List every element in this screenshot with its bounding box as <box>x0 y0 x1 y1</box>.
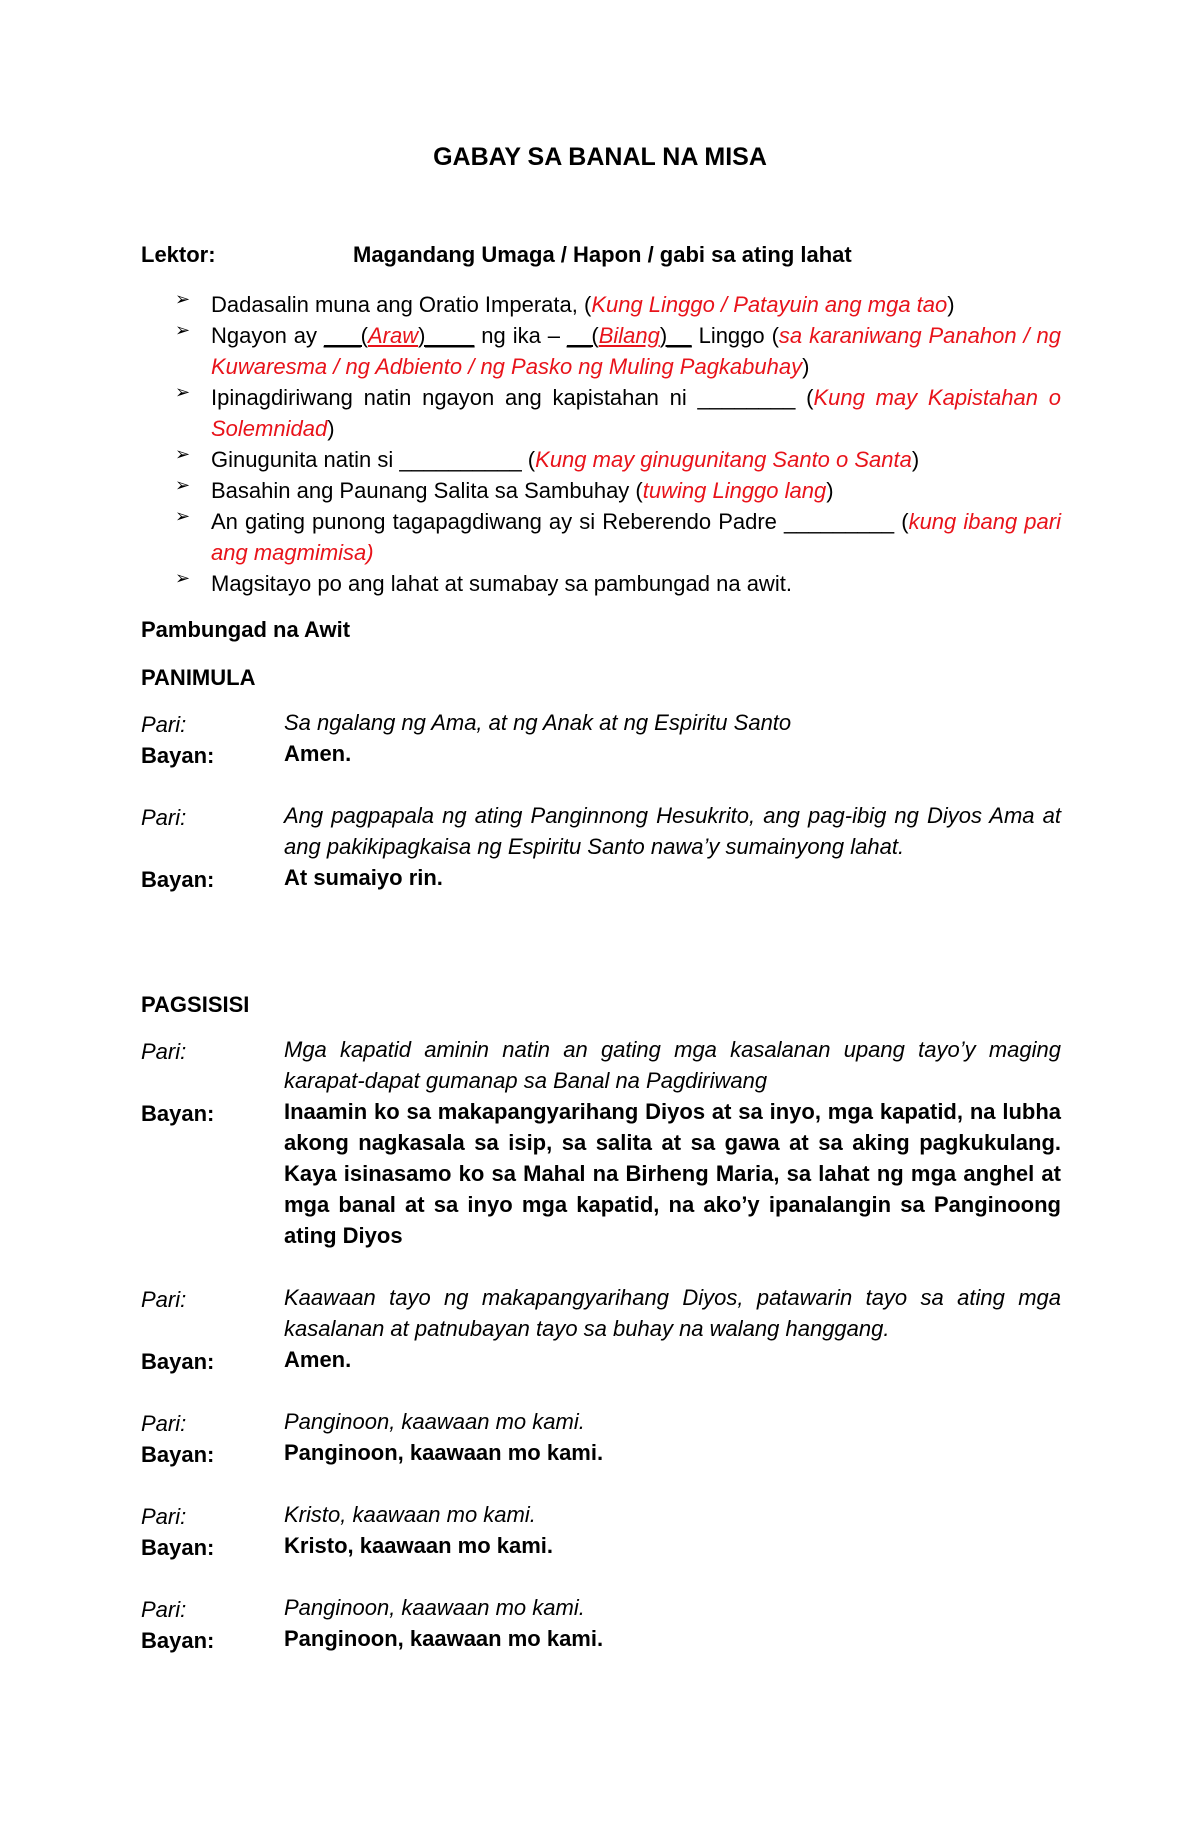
arrow-bullet-icon: ➢ <box>175 568 191 588</box>
bayan-line: Kristo, kaawaan mo kami. <box>284 1533 553 1558</box>
speaker-pari: Pari: <box>141 805 187 830</box>
heading-pambungad: Pambungad na Awit <box>141 617 351 642</box>
arrow-bullet-icon: ➢ <box>175 506 191 526</box>
bullet-text: Ngayon ay ___(Araw)____ ng ika – __(Bilang)__ Linggo (sa karaniwang Panahon / ng Kuwaresma / ng Adbiento / ng Pasko ng Muling Pagkabuhay) <box>211 323 1062 379</box>
pari-line: Kristo, kaawaan mo kami. <box>284 1502 536 1527</box>
speaker-pari: Pari: <box>141 1039 187 1064</box>
bayan-line: Amen. <box>284 1347 352 1372</box>
bayan-line: Panginoon, kaawaan mo kami. <box>284 1626 604 1651</box>
arrow-bullet-icon: ➢ <box>175 475 191 495</box>
heading-panimula: PANIMULA <box>141 665 256 690</box>
speaker-pari: Pari: <box>141 1597 187 1622</box>
speaker-bayan: Bayan: <box>141 1101 215 1126</box>
heading-pagsisisi: PAGSISISI <box>141 992 250 1017</box>
speaker-bayan: Bayan: <box>141 1628 215 1653</box>
bullet-text: Basahin ang Paunang Salita sa Sambuhay (tuwing Linggo lang) <box>211 478 834 503</box>
arrow-bullet-icon: ➢ <box>175 382 191 402</box>
speaker-bayan: Bayan: <box>141 1349 215 1374</box>
arrow-bullet-icon: ➢ <box>175 320 191 340</box>
document-title: GABAY SA BANAL NA MISA <box>433 143 767 171</box>
bullet-text: Magsitayo po ang lahat at sumabay sa pambungad na awit. <box>211 571 792 596</box>
bullet-text: Dadasalin muna ang Oratio Imperata, (Kung Linggo / Patayuin ang mga tao) <box>211 292 955 317</box>
bayan-line: Panginoon, kaawaan mo kami. <box>284 1440 604 1465</box>
pari-line: Panginoon, kaawaan mo kami. <box>284 1409 585 1434</box>
bullet-text: An gating punong tagapagdiwang ay si Reberendo Padre _________ (kung ibang pari ang magmimisa) <box>211 509 1061 565</box>
speaker-pari: Pari: <box>141 1504 187 1529</box>
speaker-pari: Pari: <box>141 712 187 737</box>
speaker-bayan: Bayan: <box>141 743 215 768</box>
lektor-greeting: Magandang Umaga / Hapon / gabi sa ating lahat <box>353 242 852 267</box>
pari-line: Mga kapatid aminin natin an gating mga kasalanan upang tayo’y maging karapat-dapat gumanap sa Banal na Pagdiriwang <box>284 1037 1061 1093</box>
bayan-line: Amen. <box>284 741 352 766</box>
bullet-text: Ipinagdiriwang natin ngayon ang kapistahan ni ________ (Kung may Kapistahan o Solemnidad) <box>211 385 1061 441</box>
speaker-bayan: Bayan: <box>141 867 215 892</box>
speaker-pari: Pari: <box>141 1287 187 1312</box>
pari-line: Panginoon, kaawaan mo kami. <box>284 1595 585 1620</box>
pari-line: Ang pagpapala ng ating Panginnong Hesukrito, ang pag-ibig ng Diyos Ama at ang pakikipagkaisa ng Espiritu Santo nawa’y sumainyong lahat. <box>284 803 1061 859</box>
speaker-bayan: Bayan: <box>141 1442 215 1467</box>
bayan-line: Inaamin ko sa makapangyarihang Diyos at sa inyo, mga kapatid, na lubha akong nagkasala sa isip, sa salita at sa gawa at sa aking pagkukulang. Kaya isinasamo ko sa Mahal na Birheng Maria, sa lahat ng mga anghel at mga banal at sa inyo mga kapatid, na ako’y ipanalangin sa Panginoong ating Diyos <box>284 1099 1061 1248</box>
speaker-bayan: Bayan: <box>141 1535 215 1560</box>
pari-line: Sa ngalang ng Ama, at ng Anak at ng Espiritu Santo <box>284 710 792 735</box>
speaker-pari: Pari: <box>141 1411 187 1436</box>
lektor-label: Lektor: <box>141 242 216 267</box>
bullet-text: Ginugunita natin si __________ (Kung may ginugunitang Santo o Santa) <box>211 447 920 472</box>
bayan-line: At sumaiyo rin. <box>284 865 443 890</box>
arrow-bullet-icon: ➢ <box>175 289 191 309</box>
pari-line: Kaawaan tayo ng makapangyarihang Diyos, patawarin tayo sa ating mga kasalanan at patnubayan tayo sa buhay na walang hanggang. <box>284 1285 1061 1341</box>
arrow-bullet-icon: ➢ <box>175 444 191 464</box>
